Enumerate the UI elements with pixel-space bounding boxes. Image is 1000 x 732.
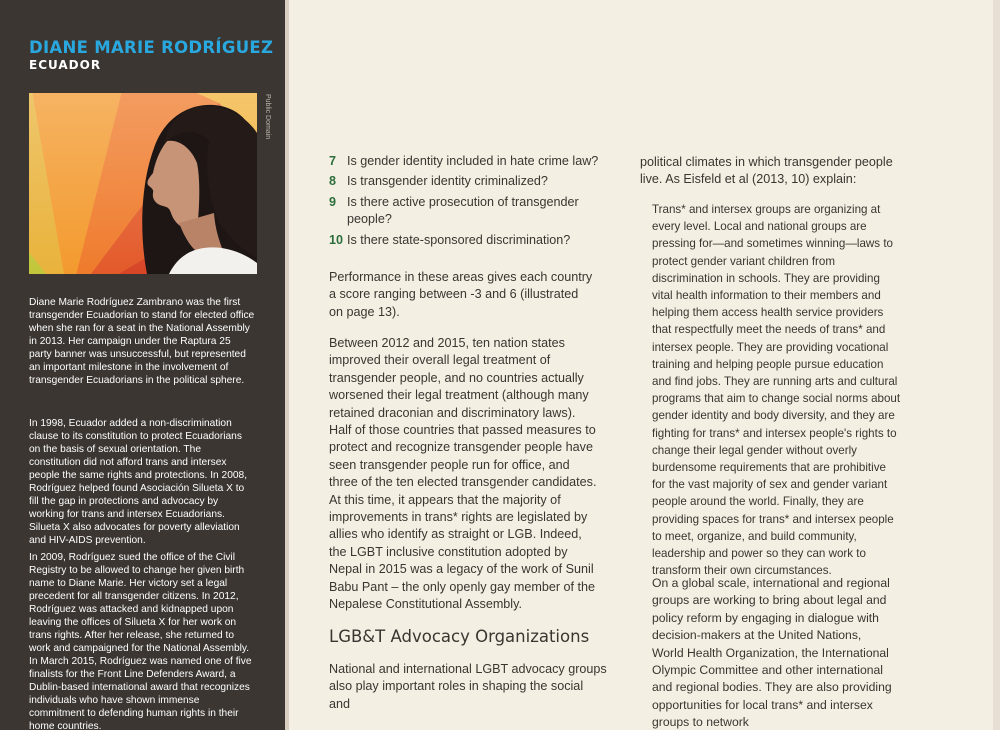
question-list <box>329 153 599 252</box>
question-item <box>329 173 599 190</box>
page-edge <box>993 0 1000 730</box>
question-item <box>329 153 599 170</box>
bio-paragraph: In 2009, Rodríguez sued the office of the Civil Registry to be allowed to change her given birth name to Diane Marie. Her victory set a legal precedent for all transgender citizens. In 2012, Rodríguez was attacked and kidnapped upon leaving the offices of Silueta X for her work on trans rights. After her release, she returned to work and campaigned for the National Assembly. In March 2015, Rodríguez was named one of five finalists for the Front Line Defenders Award, a Dublin-based international award that recognizes individuals who have shown immense commitment to defending human rights in their home countries. <box>29 552 252 730</box>
question-number: 7 <box>329 154 337 168</box>
body-paragraph: political climates in which transgender people live. As Eisfeld et al (2013, 10) explain: <box>640 155 893 187</box>
question-text: Is there state-sponsored discrimination? <box>347 232 571 247</box>
question-text: Is transgender identity criminalized? <box>347 174 548 189</box>
section-heading: LGB&T Advocacy Organizations <box>329 627 590 646</box>
block-quote: Trans* and intersex groups are organizing at every level. Local and national groups are pressing for—and sometimes winning—laws to protect gender variant children from discrimination in schools. They are providing vital health information to their members and helping them access health service providers that respectfully meet the needs of trans* and intersex people. They are providing vocational training and helping people pursue education and find jobs. They are running arts and cultural programs that aim to change social norms about gender identity and body diversity, and they are fighting for trans* and intersex people's rights to change their legal gender without overly burdensome requirements that are prohibitive for the vast majority of sex and gender variant people around the world. Finally, they are providing spaces for trans* and intersex people to meet, organize, and build community, leadership and power so they can work to transform their own circumstances. <box>652 203 901 578</box>
bio-paragraph: In 1998, Ecuador added a non-discrimination clause to its constitution to protect Ecuadorians on the basis of sexual orientation. The constitution did not afford trans and intersex people the same rights and protections. In 2008, Rodríguez helped found Asociación Silueta X to fill the gap in protections and advocacy by working for trans and intersex Ecuadorians. Silueta X also advocates for poverty alleviation and HIV-AIDS prevention. <box>29 418 248 546</box>
bio-paragraph: Diane Marie Rodríguez Zambrano was the first transgender Ecuadorian to stand for elected office when she ran for a seat in the National Assembly in 2013. Her campaign under the Raptura 25 party banner was unsuccessful, but represented an important milestone in the involvement of transgender Ecuadorians in the political sphere. <box>29 297 255 386</box>
question-text: Is there active prosecution of transgender people? <box>347 194 579 227</box>
profile-name: DIANE MARIE RODRÍGUEZ <box>29 38 274 57</box>
body-paragraph: Performance in these areas gives each country a score ranging between -3 and 6 (illustrated on page 13). <box>329 270 593 319</box>
question-number: 8 <box>329 174 337 189</box>
body-paragraph: Between 2012 and 2015, ten nation states improved their overall legal treatment of transgender people, and no countries actually worsened their legal treatment (although many retained draconian and discriminatory laws). Half of those countries that passed measures to protect and recognize transgender people have seen transgender people run for office, and three of the ten elected transgender candidates. At this time, it appears that the majority of improvements in trans* rights are legislated by allies who identify as straight or LGB. Indeed, the LGBT inclusive constitution adopted by Nepal in 2015 was a legacy of the work of Sunil Babu Pant – the only openly gay member of the Nepalese Constitutional Assembly. <box>329 336 597 612</box>
photo-credit: Public Domain <box>264 94 271 140</box>
question-number: 9 <box>329 194 337 209</box>
question-number: 10 <box>329 232 344 247</box>
body-paragraph: National and international LGBT advocacy groups also play important roles in shaping the social and <box>329 662 607 711</box>
question-item <box>329 232 599 249</box>
question-item <box>329 194 599 229</box>
body-paragraph: On a global scale, international and regional groups are working to bring about legal and policy reform by engaging in dialogue with decision-makers at the United Nations, World Health Organization, the International Olympic Committee and other international and regional bodies. They are also providing opportunities for local trans* and intersex groups to network <box>652 576 892 730</box>
profile-sidebar <box>0 0 285 730</box>
profile-photo <box>29 93 257 274</box>
profile-country: ECUADOR <box>29 58 102 72</box>
question-text: Is gender identity included in hate crime law? <box>347 154 599 168</box>
